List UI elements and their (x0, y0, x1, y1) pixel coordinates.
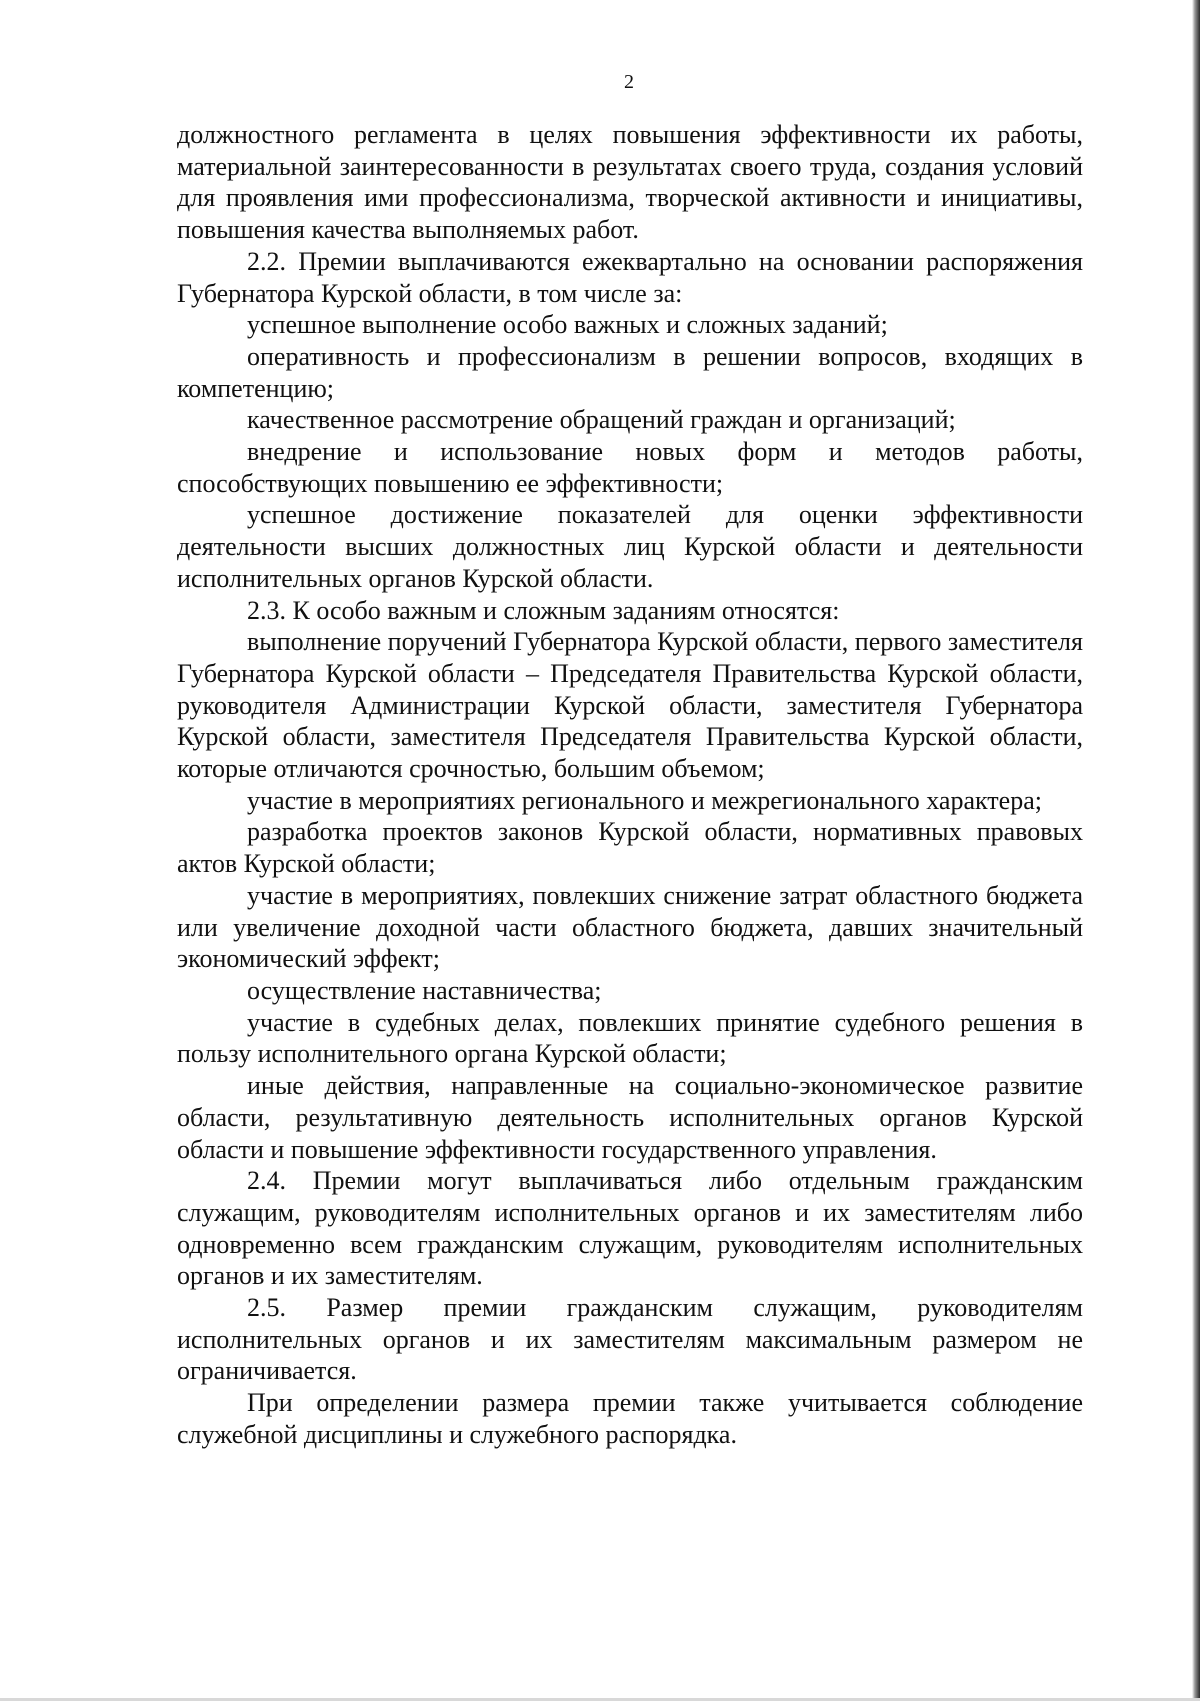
paragraph: успешное достижение показателей для оценки эффективности деятельности высших должностных лиц Курской области и деятельности исполнительных органов Курской области. (177, 500, 1083, 593)
page-number: 2 (624, 71, 634, 93)
paragraph: участие в судебных делах, повлекших принятие судебного решения в пользу исполнительного органа Курской области; (177, 1007, 1083, 1069)
paragraph: разработка проектов законов Курской области, нормативных правовых актов Курской области; (177, 817, 1083, 879)
scan-edge-right (1192, 0, 1200, 1701)
paragraph: успешное выполнение особо важных и сложных заданий; (247, 310, 888, 340)
paragraph: 2.2. Премии выплачиваются ежеквартально на основании распоряжения Губернатора Курской области, в том числе за: (177, 246, 1083, 308)
paragraph: При определении размера премии также учитывается соблюдение служебной дисциплины и служебного распорядка. (177, 1388, 1083, 1449)
paragraph: 2.3. К особо важным и сложным заданиям относятся: (247, 595, 840, 625)
paragraph: 2.5. Размер премии гражданским служащим, руководителям исполнительных органов и их заместителям максимальным размером не ограничивается. (177, 1293, 1083, 1386)
paragraph: иные действия, направленные на социально-экономическое развитие области, результативную деятельность исполнительных органов Курской области и повышение эффективности государственного управления. (177, 1071, 1083, 1164)
paragraph: участие в мероприятиях, повлекших снижение затрат областного бюджета или увеличение доходной части областного бюджета, давших значительный экономический эффект; (177, 880, 1083, 974)
paragraph: внедрение и использование новых форм и методов работы, способствующих повышению ее эффективности; (177, 437, 1083, 498)
document-body (177, 119, 1083, 1451)
paragraph: оперативность и профессионализм в решении вопросов, входящих в компетенцию; (177, 341, 1083, 403)
paragraph: 2.4. Премии могут выплачиваться либо отдельным гражданским служащим, руководителям исполнительных органов и их заместителям либо одновременно всем гражданским служащим, руководителям исполнительных органов и их заместителям. (177, 1166, 1083, 1291)
paragraph: выполнение поручений Губернатора Курской области, первого заместителя Губернатора Курской области – Председателя Правительства Курской области, руководителя Администрации Курской области, заместителя Губернатора Курской области, заместителя Председателя Правительства Курской области, которые отличаются срочностью, большим объемом; (177, 627, 1083, 784)
paragraph: осуществление наставничества; (247, 975, 602, 1005)
paragraph: качественное рассмотрение обращений граждан и организаций; (247, 405, 956, 435)
paragraph: должностного регламента в целях повышения эффективности их работы, материальной заинтересованности в результатах своего труда, создания условий для проявления ими профессионализма, творческой активности и инициативы, повышения качества выполняемых работ. (177, 120, 1083, 245)
paragraph: участие в мероприятиях регионального и межрегионального характера; (247, 785, 1042, 815)
